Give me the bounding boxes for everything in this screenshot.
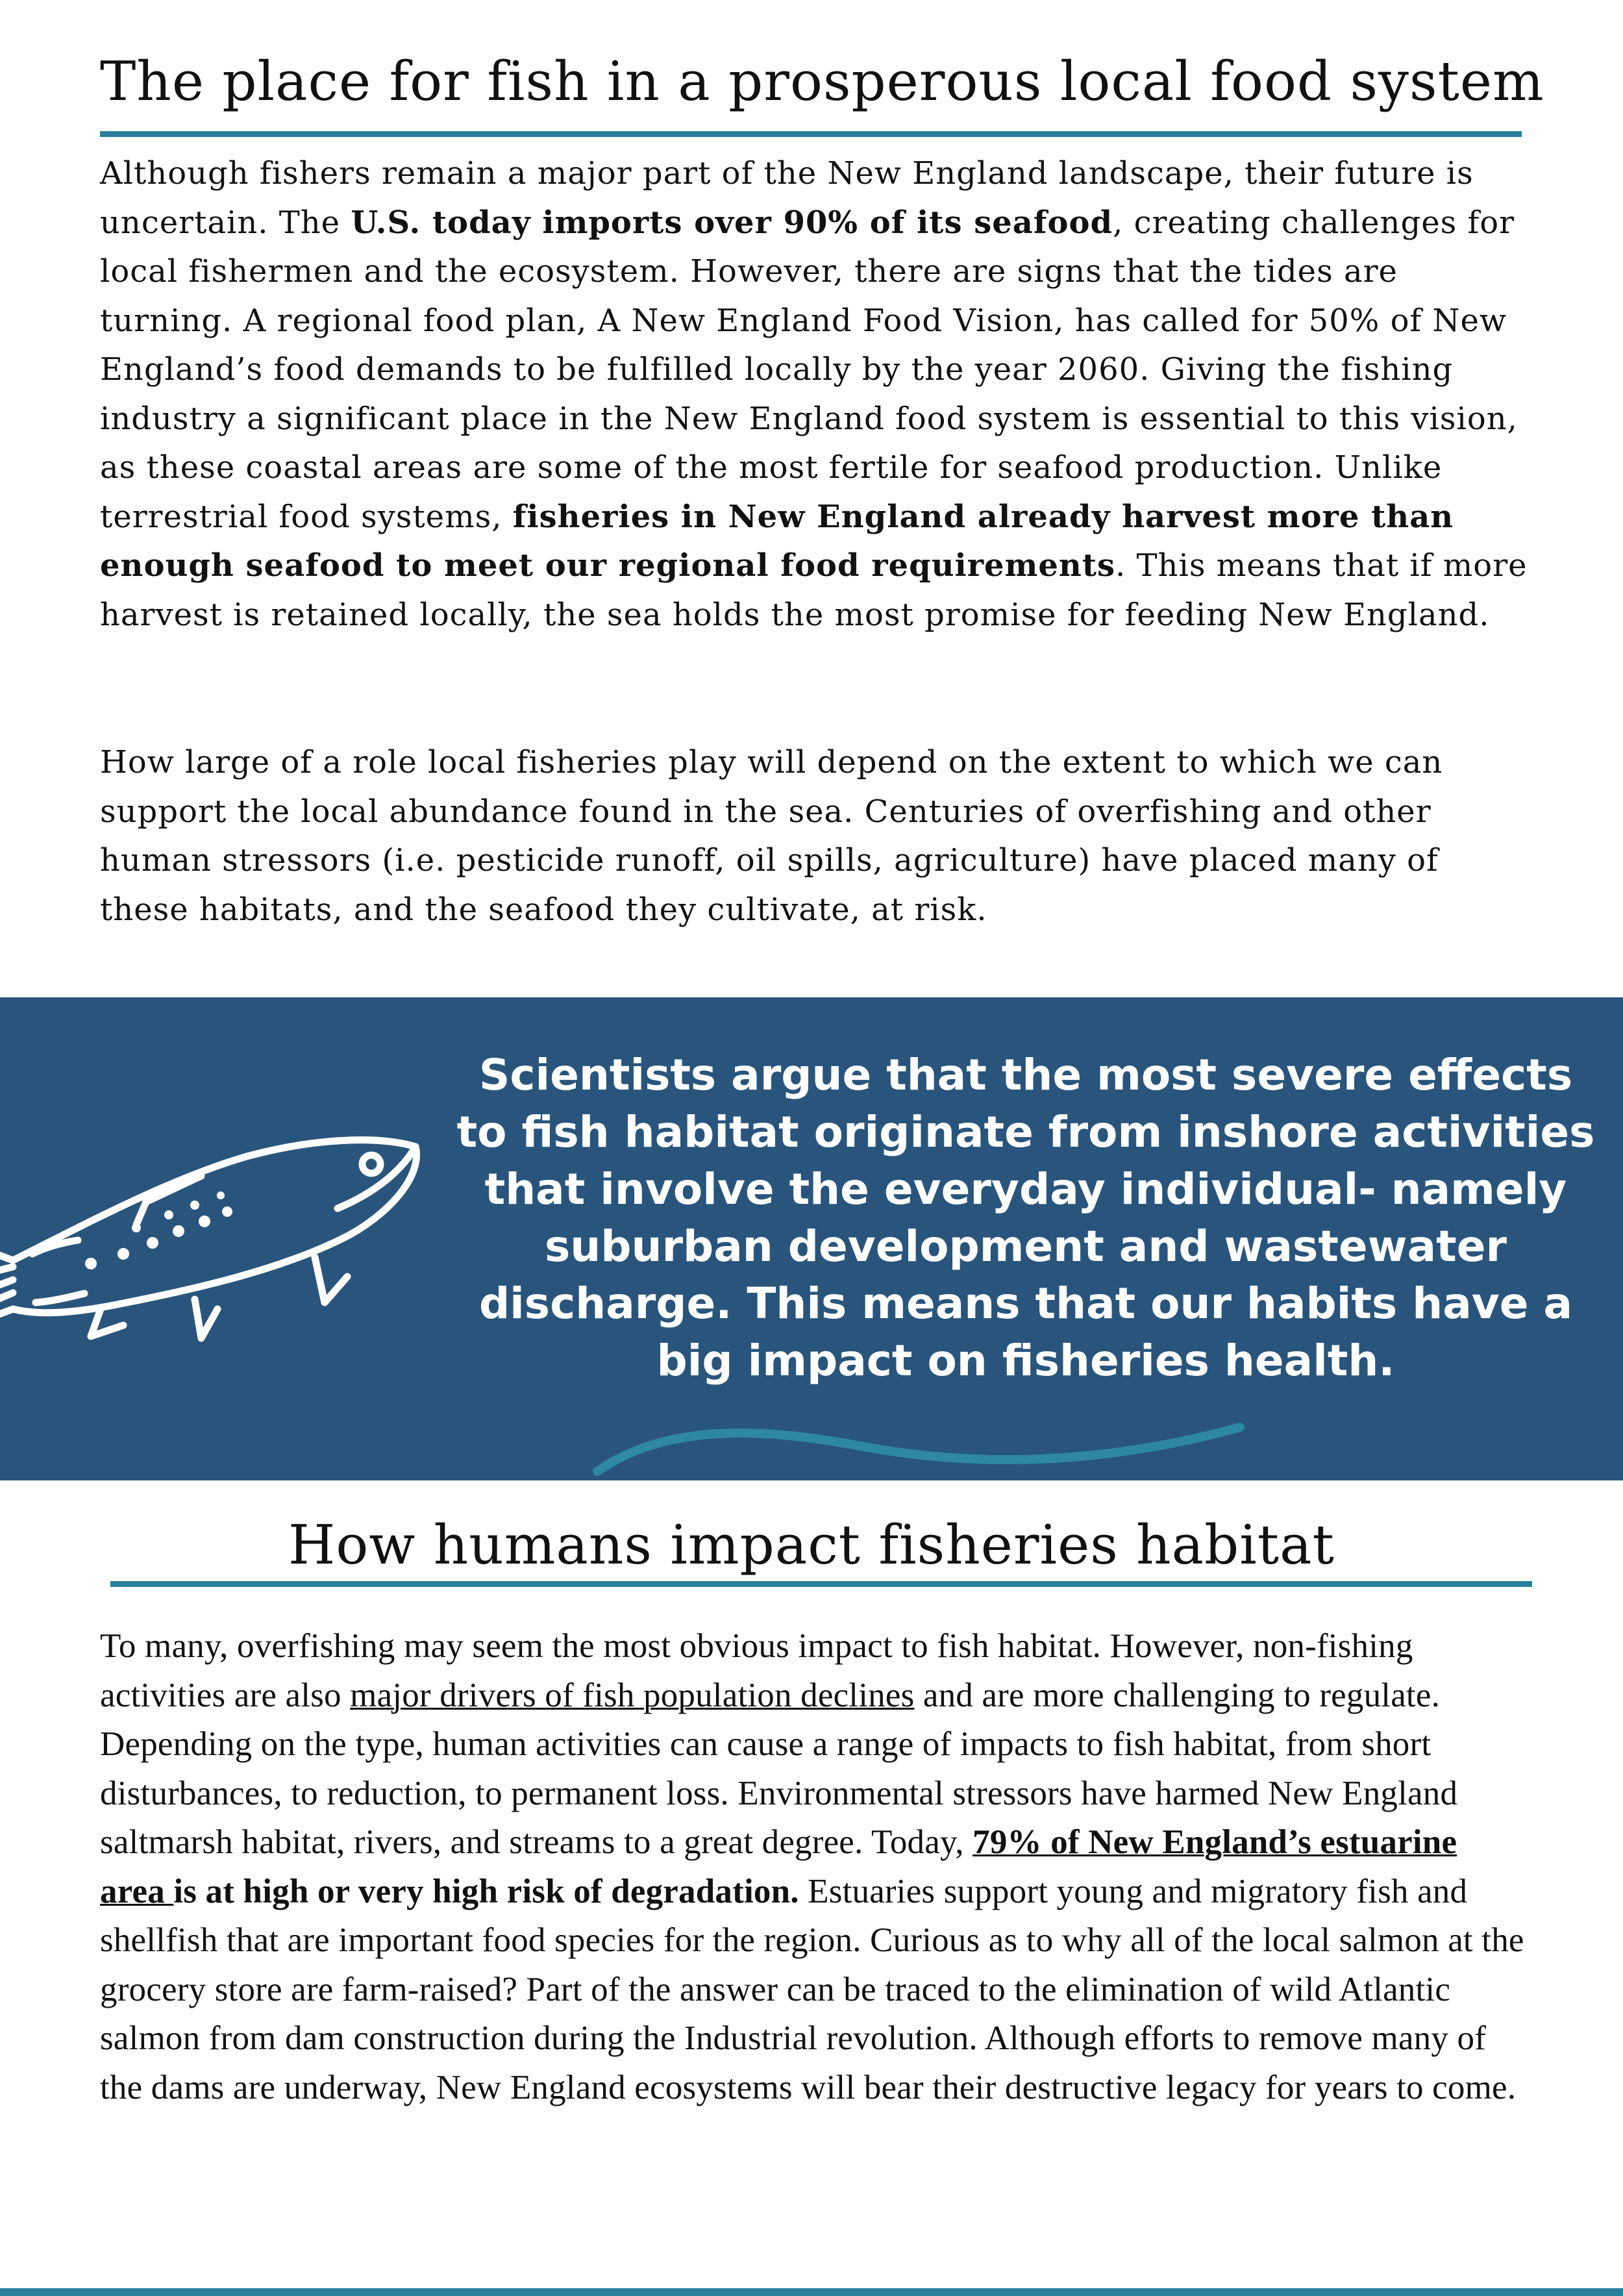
- link-estuarine-area[interactable]: 79% of New England’s estuarine area: [100, 1823, 1457, 1910]
- page-title: The place for fish in a prosperous local food system: [100, 50, 1544, 113]
- quote-banner: [0, 997, 1623, 1480]
- bold-statement-degradation: is at high or very high risk of degradation.: [173, 1872, 799, 1910]
- bottom-accent-strip: [0, 2288, 1623, 2296]
- bold-statistic-imports: U.S. today imports over 90% of its seafood: [351, 204, 1113, 241]
- text-run: and are more challenging to regulate. Depending on the type, human activities can cause a range of impacts to fish habitat, from short disturbances, to reduction, to permanent loss. Environmental stressors have harmed New England saltmarsh habitat, rivers, and streams to a great degree. Today,: [100, 1676, 1458, 1861]
- fish-icon: [0, 1095, 441, 1367]
- text-run: . This means that if more harvest is retained locally, the sea holds the most promise for feeding New England.: [100, 547, 1528, 633]
- paragraph-local-fisheries-role: How large of a role local fisheries play will depend on the extent to which we can support the local abundance found in the sea. Centuries of overfishing and other human stressors (i.e. pesticide runoff, oil spills, agriculture) have placed many of these habitats, and the seafood they cultivate, at risk.: [100, 744, 1443, 928]
- heading-underline: [110, 1581, 1532, 1587]
- title-underline: [100, 131, 1522, 137]
- text-run: , creating challenges for local fishermen and the ecosystem. However, there are signs that the tides are turning. A regional food plan, A New England Food Vision, has called for 50% of New England’s food demands to be fulfilled locally by the year 2060. Giving the fishing industry a significant place in the New England food system is essential to this vision, as these coastal areas are some of the most fertile for seafood production. Unlike terrestrial food systems,: [100, 204, 1518, 535]
- bold-statement-harvest: fisheries in New England already harvest more than enough seafood to meet our regional food requirements: [100, 498, 1454, 584]
- link-population-declines[interactable]: major drivers of fish population declines: [350, 1676, 915, 1714]
- text-run: Estuaries support young and migratory fish and shellfish that are important food species for the region. Curious as to why all of the local salmon at the grocery store are farm-raised? Part of the answer can be traced to the elimination of wild Atlantic salmon from dam construction during the Industrial revolution. Although efforts to remove many of the dams are underway, New England ecosystems will bear their destructive legacy for years to come.: [100, 1872, 1524, 2106]
- text-run: To many, overfishing may seem the most obvious impact to fish habitat. However, non-fishing activities are also: [100, 1627, 1413, 1714]
- paragraph-human-impact: [100, 1622, 1528, 2112]
- text-run: Although fishers remain a major part of the New England landscape, their future is uncertain. The: [100, 155, 1474, 241]
- section-heading-human-impact: How humans impact fisheries habitat: [288, 1514, 1335, 1577]
- paragraph-food-system: [100, 149, 1528, 640]
- banner-quote: Scientists argue that the most severe effects to fish habitat originate from inshore activities that involve the everyday individual- namely suburban development and wastewater discharge. This means that our habits have a big impact on fisheries health.: [456, 1050, 1595, 1386]
- wave-decoration: [584, 1413, 1259, 1480]
